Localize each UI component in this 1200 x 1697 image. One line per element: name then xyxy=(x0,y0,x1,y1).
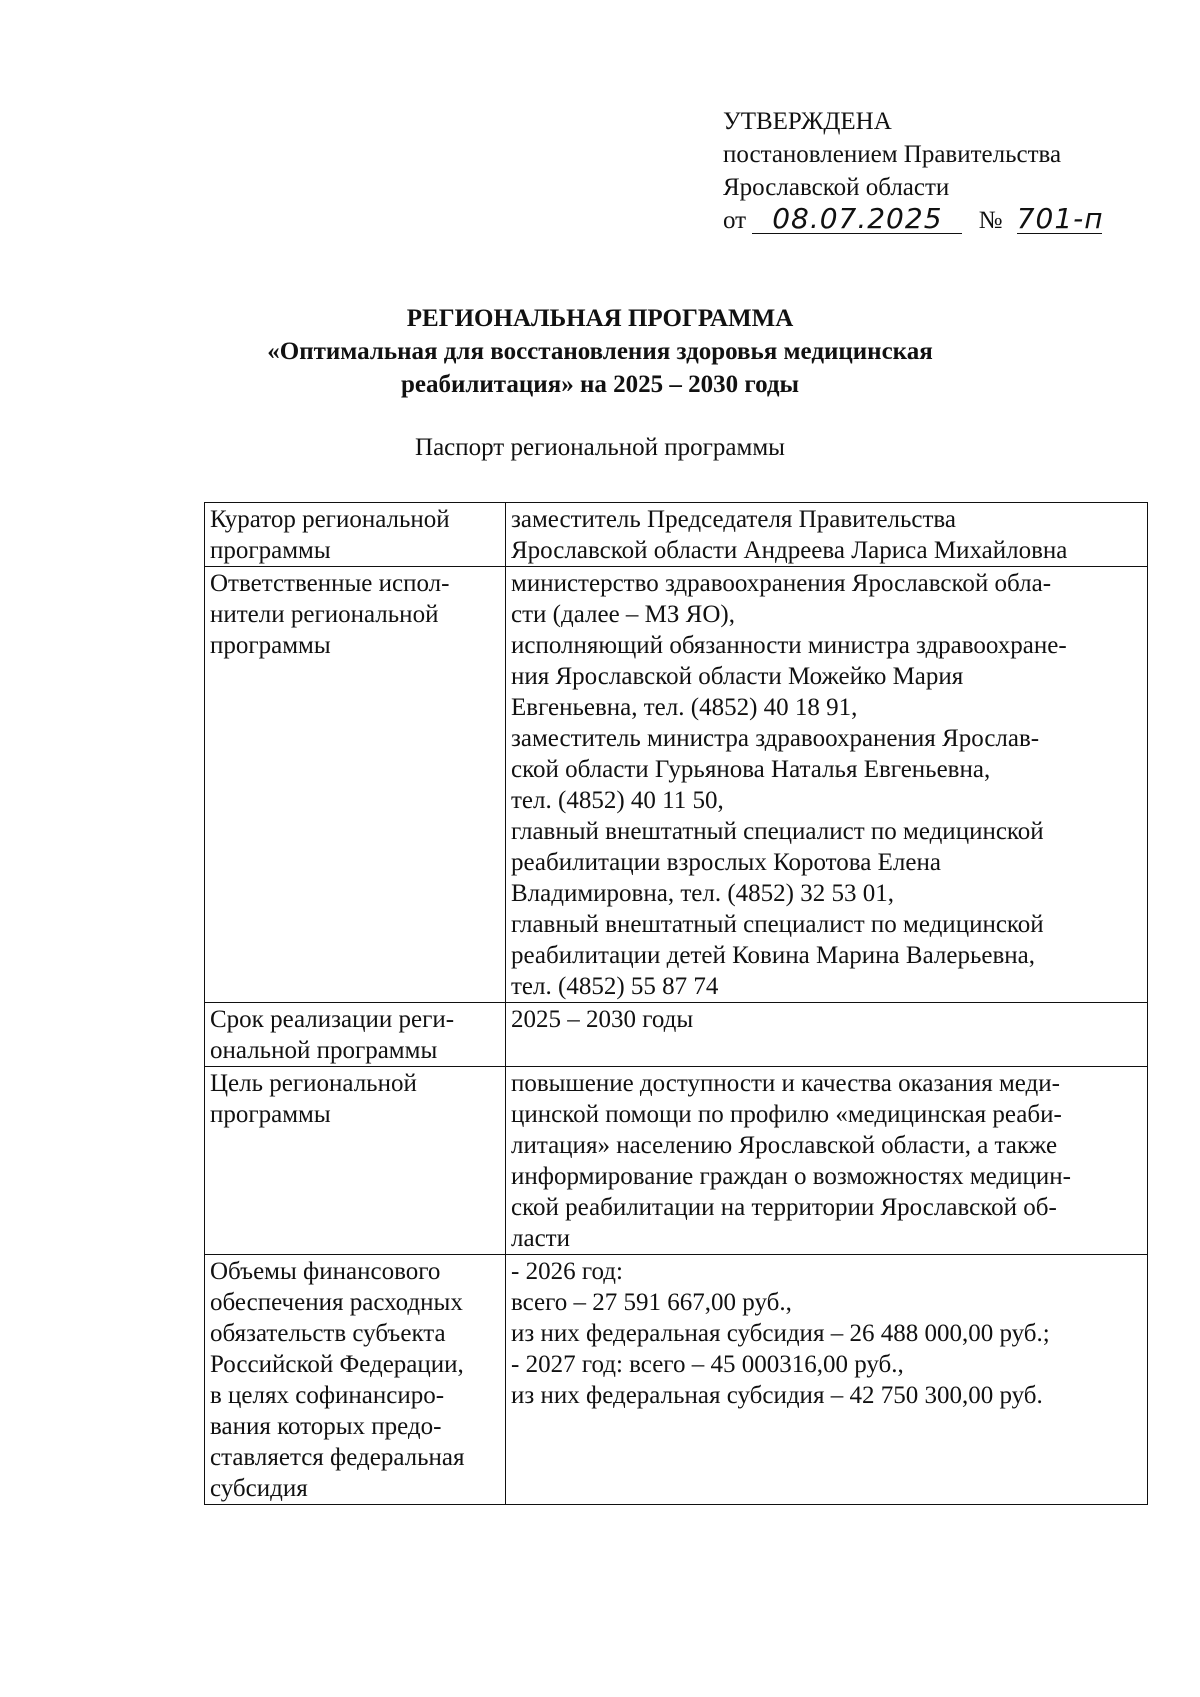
funding-label: Объемы финансового обеспечения расходных обязательств субъекта Российской Федерации, в целях софинансиро- вания которых предо- ставляется федеральная субсидия xyxy=(205,1255,506,1505)
approval-decree-line: постановлением Правительства xyxy=(723,141,1062,168)
approval-date: 08.07.2025 xyxy=(752,205,962,234)
table-row-curator xyxy=(205,503,1148,567)
approval-region-line: Ярославской области xyxy=(723,174,950,201)
approval-stamp xyxy=(723,105,1102,237)
goal-label: Цель региональной программы xyxy=(205,1067,506,1255)
table-row-executors xyxy=(205,567,1148,1003)
program-title: РЕГИОНАЛЬНАЯ ПРОГРАММА xyxy=(406,305,794,332)
funding-value: - 2026 год: всего – 27 591 667,00 руб., из них федеральная субсидия – 26 488 000,00 руб.; - 2027 год: всего – 45 000316,00 руб., из них федеральная субсидия – 42 750 300,00 руб. xyxy=(506,1255,1148,1505)
goal-value: повышение доступности и качества оказания меди- цинской помощи по профилю «медицинская реаби- литация» населению Ярославской области, а также информирование граждан о возможностях медицин- ской реабилитации на территории Ярославской об- ласти xyxy=(506,1067,1148,1255)
table-row-term xyxy=(205,1003,1148,1067)
program-name-line-2: реабилитация» на 2025 – 2030 годы xyxy=(400,371,800,398)
program-title-block xyxy=(0,302,1200,464)
table-row-goal xyxy=(205,1067,1148,1255)
approval-date-prefix: от xyxy=(723,207,747,234)
executors-value: министерство здравоохранения Ярославской обла- сти (далее – МЗ ЯО), исполняющий обязанности министра здравоохране- ния Ярославской области Можейко Мария Евгеньевна, тел. (4852) 40 18 91, заместитель министра здравоохранения Ярослав- ской области Гурьянова Наталья Евгеньевна, тел. (4852) 40 11 50, главный внештатный специалист по медицинской реабилитации взрослых Коротова Елена Владимировна, тел. (4852) 32 53 01, главный внештатный специалист по медицинской реабилитации детей Ковина Марина Валерьевна, тел. (4852) 55 87 74 xyxy=(506,567,1148,1003)
program-name-line-1: «Оптимальная для восстановления здоровья медицинская xyxy=(267,338,933,365)
passport-subtitle: Паспорт региональной программы xyxy=(415,434,785,461)
term-value: 2025 – 2030 годы xyxy=(506,1003,1148,1067)
passport-table xyxy=(204,502,1148,1505)
table-row-funding xyxy=(205,1255,1148,1505)
approval-date-line xyxy=(723,204,1102,237)
approval-number-prefix: № xyxy=(978,207,1003,234)
executors-label: Ответственные испол- нители региональной программы xyxy=(205,567,506,1003)
term-label: Срок реализации реги- ональной программы xyxy=(205,1003,506,1067)
curator-label: Куратор региональной программы xyxy=(205,503,506,567)
curator-value: заместитель Председателя Правительства Ярославской области Андреева Лариса Михайловна xyxy=(506,503,1148,567)
approval-number: 701-п xyxy=(1016,202,1104,235)
approval-status: УТВЕРЖДЕНА xyxy=(723,108,892,135)
